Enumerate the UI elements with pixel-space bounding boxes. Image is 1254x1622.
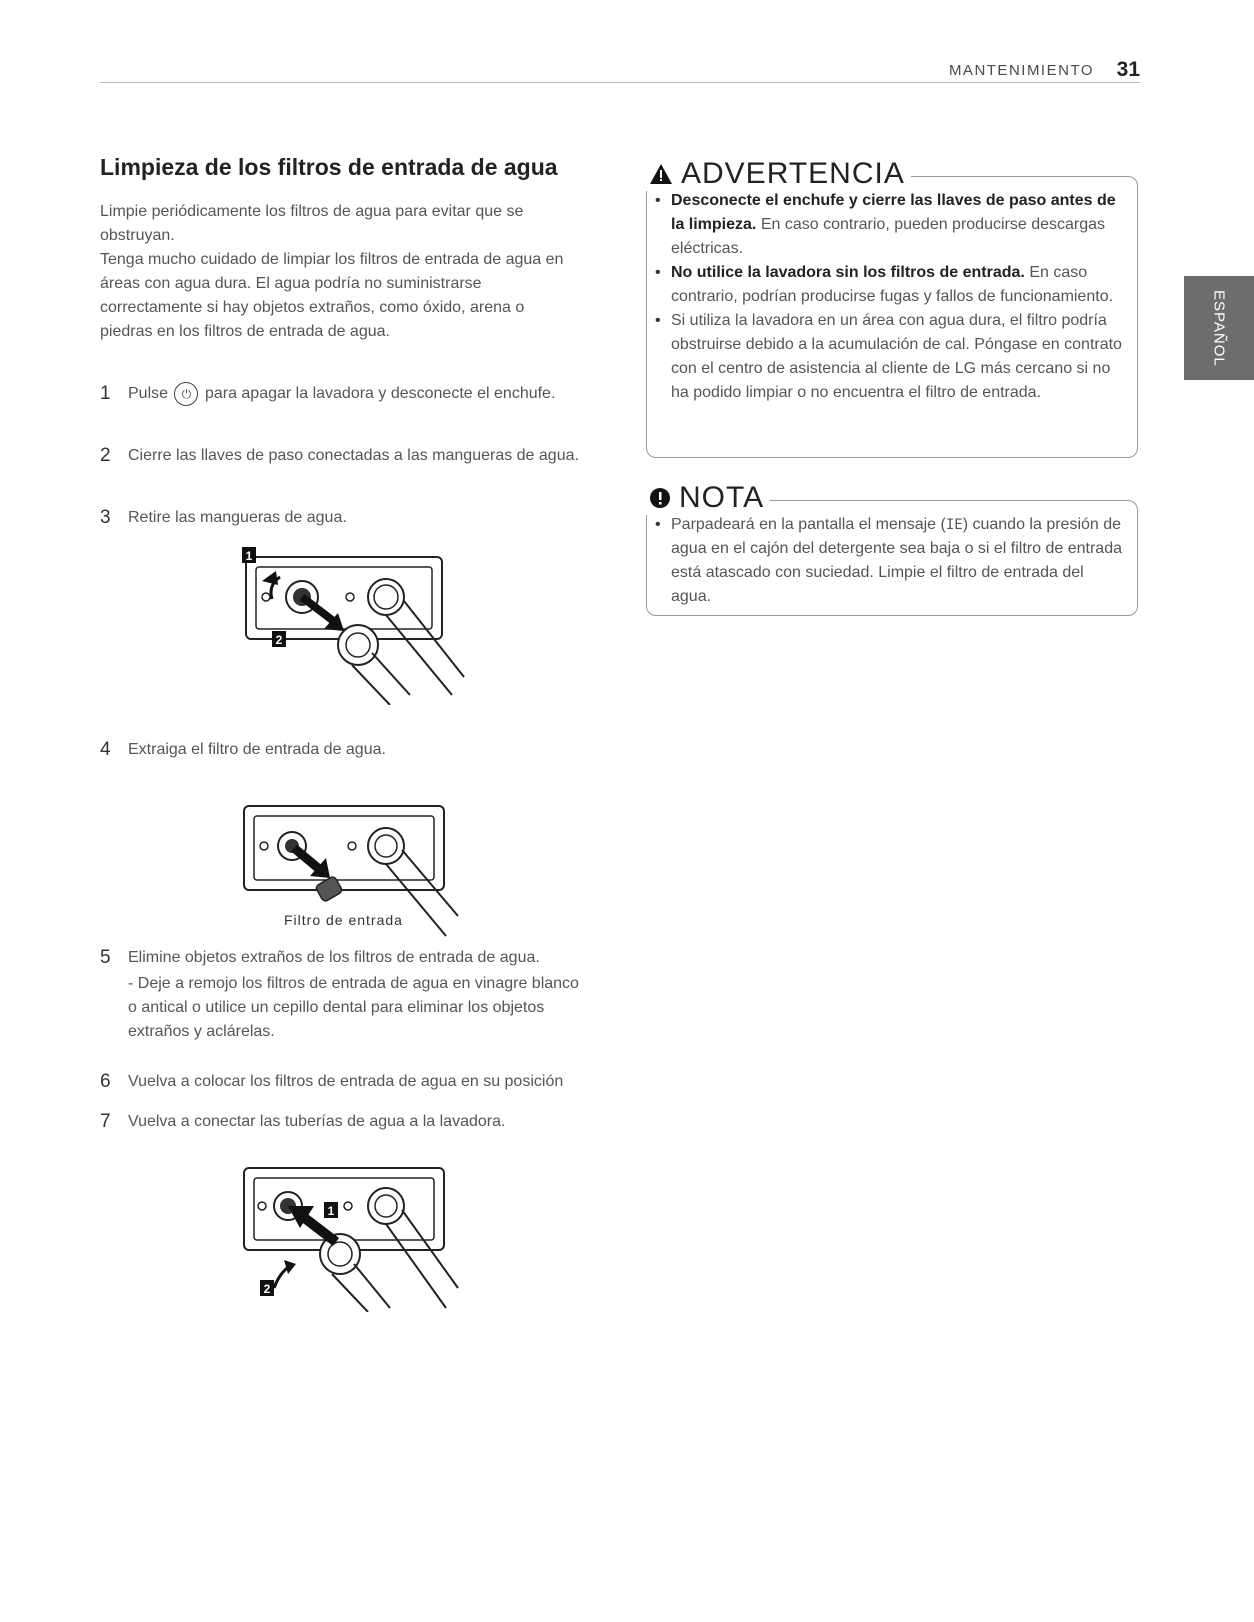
note-title-text: NOTA <box>679 481 765 514</box>
error-code: IE <box>945 517 963 533</box>
warning-box <box>646 157 1138 458</box>
step-number: 1 <box>100 383 111 404</box>
power-button-icon: ⏻ <box>174 382 198 406</box>
language-tab <box>1184 276 1254 380</box>
warning-triangle-icon <box>649 163 673 185</box>
step-text: Pulse ⏻ para apagar la lavadora y desconecte el enchufe. <box>128 382 600 406</box>
step-2 <box>100 444 600 468</box>
step-number: 6 <box>100 1071 111 1092</box>
step-5-subtext: - Deje a remojo los filtros de entrada de agua en vinagre blanco o antical o utilice un cepillo dental para eliminar los objetos extraños y aclárelas. <box>128 975 579 1040</box>
note-title <box>645 481 770 515</box>
hose-reconnect-illustration <box>240 1162 470 1312</box>
step-1 <box>100 382 600 406</box>
hose-removal-illustration <box>240 545 470 705</box>
warning-item-1: • Desconecte el enchufe y cierre las llaves de paso antes de la limpieza. En caso contrario, pueden producirse descargas eléctricas. <box>647 189 1123 261</box>
callout-2: 2 <box>275 633 283 647</box>
step-number: 3 <box>100 507 111 528</box>
filter-caption: Filtro de entrada <box>284 912 403 928</box>
warning-item-2: • No utilice la lavadora sin los filtros de entrada. En caso contrario, podrían producirse fugas y fallos de funcionamiento. <box>647 261 1123 309</box>
step-text: Elimine objetos extraños de los filtros de entrada de agua. <box>128 949 540 966</box>
step-4 <box>100 738 600 762</box>
step-text: Cierre las llaves de paso conectadas a las mangueras de agua. <box>128 447 579 464</box>
intro-paragraph-1: Limpie periódicamente los filtros de agua para evitar que se obstruyan. <box>100 203 524 244</box>
section-title: Limpieza de los filtros de entrada de agua <box>100 154 558 180</box>
intro-paragraph-2: Tenga mucho cuidado de limpiar los filtros de entrada de agua en áreas con agua dura. El agua podría no suministrarse correctamente si hay objetos extraños, como óxido, arena o piedras en los filtros de entrada de agua. <box>100 251 564 340</box>
warning-title <box>645 157 911 191</box>
note-item: • Parpadeará en la pantalla el mensaje (IE) cuando la presión de agua en el cajón del detergente sea baja o si el filtro de entrada está atascado con suciedad. Limpie el filtro de entrada del agua. <box>647 513 1123 609</box>
intro-text <box>100 200 580 344</box>
language-tab-label: ESPAÑOL <box>1210 289 1228 367</box>
header-rule <box>100 82 1140 83</box>
step-number: 7 <box>100 1111 111 1132</box>
step-number: 4 <box>100 739 111 760</box>
step-text: Vuelva a colocar los filtros de entrada de agua en su posición <box>128 1073 564 1090</box>
warning-title-text: ADVERTENCIA <box>681 157 905 190</box>
note-box <box>646 481 1138 616</box>
step-text: Vuelva a conectar las tuberías de agua a la lavadora. <box>128 1113 506 1130</box>
callout-2: 2 <box>263 1282 271 1296</box>
step-number: 5 <box>100 947 111 968</box>
callout-1: 1 <box>245 549 253 563</box>
note-list <box>647 513 1123 609</box>
warning-list <box>647 189 1123 405</box>
header-section-title: MANTENIMIENTO <box>948 62 1094 79</box>
step-5 <box>100 946 600 970</box>
step-text: Retire las mangueras de agua. <box>128 509 347 526</box>
step-7 <box>100 1110 600 1134</box>
step-number: 2 <box>100 445 111 466</box>
page-number: 31 <box>1116 58 1140 81</box>
callout-1: 1 <box>327 1204 335 1218</box>
step-text: Extraiga el filtro de entrada de agua. <box>128 741 386 758</box>
step-3 <box>100 506 600 530</box>
step-6 <box>100 1070 600 1094</box>
warning-item-3: • Si utiliza la lavadora en un área con agua dura, el filtro podría obstruirse debido a la acumulación de cal. Póngase en contrato con el centro de asistencia al cliente de LG más cercano si no ha podido limpiar o no encuentra el filtro de entrada. <box>647 309 1123 405</box>
exclamation-circle-icon <box>649 487 671 509</box>
